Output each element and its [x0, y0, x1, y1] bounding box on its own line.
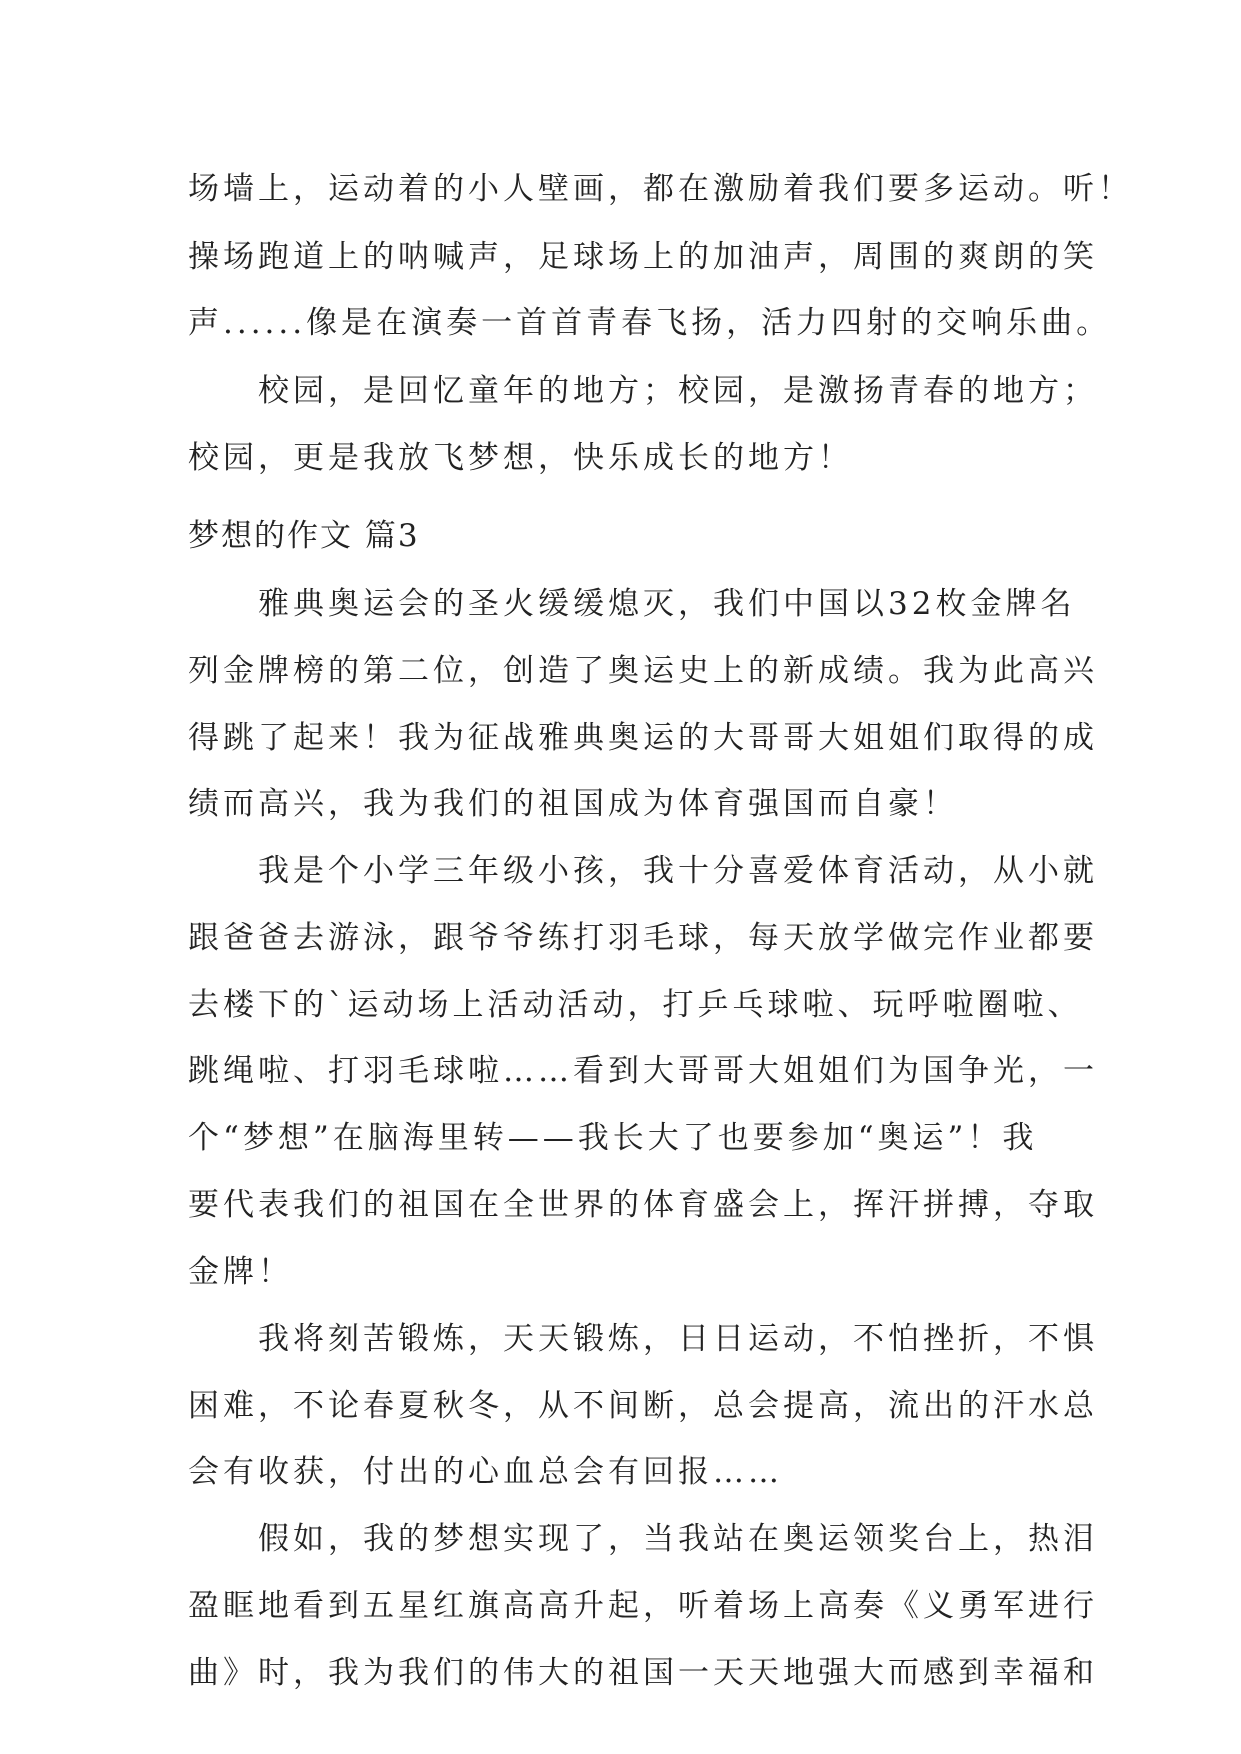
- paragraph-start-line: 我将刻苦锻炼，天天锻炼，日日运动，不怕挫折，不惧: [258, 1321, 1098, 1357]
- text-line: 跟爸爸去游泳，跟爷爷练打羽毛球，每天放学做完作业都要: [188, 920, 1098, 956]
- text-line: 声......像是在演奏一首首青春飞扬，活力四射的交响乐曲。: [188, 305, 1112, 341]
- text-line: 要代表我们的祖国在全世界的体育盛会上，挥汗拼搏，夺取: [188, 1187, 1098, 1223]
- text-line: 个“梦想”在脑海里转——我长大了也要参加“奥运”！我: [188, 1120, 1038, 1156]
- text-line: 列金牌榜的第二位，创造了奥运史上的新成绩。我为此高兴: [188, 653, 1098, 689]
- text-line: 得跳了起来！我为征战雅典奥运的大哥哥大姐姐们取得的成: [188, 720, 1098, 756]
- text-line: 会有收获，付出的心血总会有回报……: [188, 1454, 783, 1490]
- text-line: 金牌！: [188, 1254, 293, 1290]
- text-line: 曲》时，我为我们的伟大的祖国一天天地强大而感到幸福和: [188, 1655, 1098, 1691]
- text-line: 绩而高兴，我为我们的祖国成为体育强国而自豪！: [188, 786, 958, 822]
- paragraph-start-line: 雅典奥运会的圣火缓缓熄灭，我们中国以32枚金牌名: [258, 586, 1076, 622]
- paragraph-start-line: 假如，我的梦想实现了，当我站在奥运领奖台上，热泪: [258, 1521, 1098, 1557]
- text-line: 跳绳啦、打羽毛球啦……看到大哥哥大姐姐们为国争光，一: [188, 1053, 1098, 1089]
- text-line: 场墙上，运动着的小人壁画，都在激励着我们要多运动。听！: [188, 171, 1133, 207]
- text-line: 盈眶地看到五星红旗高高升起，听着场上高奏《义勇军进行: [188, 1588, 1098, 1624]
- paragraph-start-line: 我是个小学三年级小孩，我十分喜爱体育活动，从小就: [258, 853, 1098, 889]
- text-line: 去楼下的`运动场上活动活动，打乒乓球啦、玩呼啦圈啦、: [188, 987, 1083, 1023]
- text-line: 困难，不论春夏秋冬，从不间断，总会提高，流出的汗水总: [188, 1388, 1098, 1424]
- section-heading: 梦想的作文 篇3: [188, 518, 420, 554]
- text-line: 校园，更是我放飞梦想，快乐成长的地方！: [188, 440, 853, 476]
- paragraph-start-line: 校园，是回忆童年的地方；校园，是激扬青春的地方；: [258, 373, 1098, 409]
- text-line: 操场跑道上的呐喊声，足球场上的加油声，周围的爽朗的笑: [188, 239, 1098, 275]
